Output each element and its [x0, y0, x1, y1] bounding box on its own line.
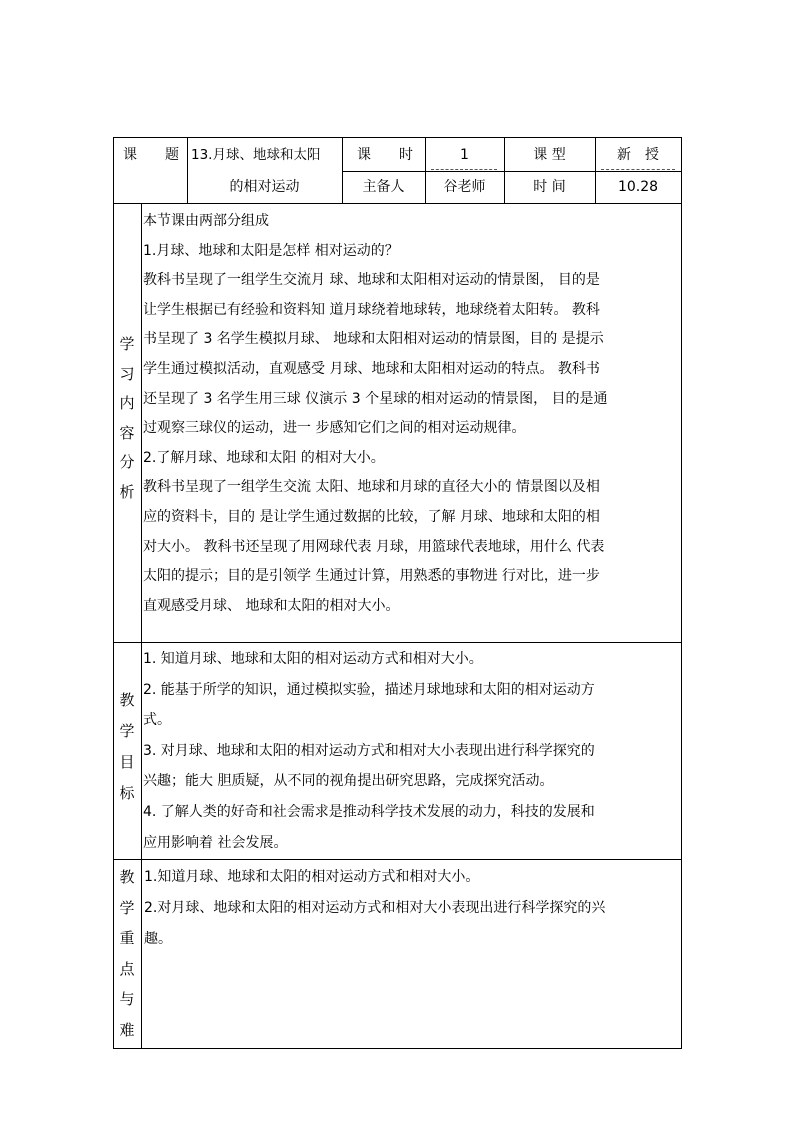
analysis-line: 教科书呈现了一组学生交流月 球、地球和太阳相对运动的情景图， 目的是 — [143, 272, 600, 289]
analysis-line: 本节课由两部分组成 — [143, 213, 269, 229]
keypoint-line: 2.对月球、地球和太阳的相对运动方式和相对大小表现出进行科学探究的兴 — [144, 900, 606, 916]
analysis-line: 教科书呈现了一组学生交流 太阳、地球和月球的直径大小的 情景图以及相 — [143, 479, 600, 496]
analysis-label — [113, 330, 141, 508]
keypoints-label-char: 学 — [119, 898, 135, 917]
analysis-line: 1.月球、地球和太阳是怎样 相对运动的？ — [143, 242, 399, 259]
type-value: 新 授 — [617, 147, 659, 163]
goal-line: 4. 了解人类的好奇和社会需求是推动科学技术发展的动力，科技的发展和 — [143, 803, 595, 820]
period-dash-rule — [431, 169, 497, 170]
subject-value-line2: 的相对运动 — [229, 179, 300, 195]
keypoint-line: 趣。 — [144, 931, 172, 947]
table-border-bottom — [113, 1048, 682, 1049]
goals-label-char: 标 — [119, 784, 135, 802]
period-value: 1 — [460, 147, 469, 163]
analysis-label-char: 容 — [119, 423, 135, 442]
analysis-line: 书呈现了 3 名学生模拟月球、 地球和太阳相对运动的情景图，目的 是提示 — [143, 331, 604, 348]
analysis-line: 过观察三球仪的运动，进一 步感知它们之间的相对运动规律。 — [143, 420, 526, 437]
preparer-value: 谷老师 — [443, 179, 486, 195]
section-divider-goals — [113, 642, 682, 643]
analysis-line: 还呈现了 3 名学生用三球 仪演示 3 个星球的相对运动的情景图， 目的是通 — [143, 390, 608, 407]
analysis-line: 应的资料卡，目的 是让学生通过数据的比较，了解 月球、地球和太阳的相 — [143, 508, 600, 525]
goal-line: 式。 — [143, 712, 171, 729]
header-row-divider — [342, 171, 682, 172]
analysis-line: 让学生根据已有经验和资料知 道月球绕着地球转，地球绕着太阳转。 教科 — [143, 301, 600, 318]
period-label: 课 时 — [357, 147, 413, 163]
goals-content — [143, 644, 673, 858]
date-label: 时 间 — [533, 179, 566, 195]
goals-label-char: 目 — [119, 753, 135, 771]
analysis-label-char: 分 — [119, 453, 135, 472]
analysis-line: 直观感受月球、 地球和太阳的相对大小。 — [143, 597, 400, 614]
keypoints-content — [144, 862, 674, 955]
preparer-label: 主备人 — [362, 179, 405, 195]
keypoints-label — [113, 862, 141, 1045]
analysis-line: 学生通过模拟活动，直观感受 月球、地球和太阳相对运动的特点。 教科书 — [143, 360, 600, 377]
keypoint-line: 1.知道月球、地球和太阳的相对运动方式和相对大小。 — [144, 869, 480, 885]
keypoints-label-char: 难 — [119, 1020, 135, 1039]
table-border-top — [113, 137, 682, 138]
keypoints-label-char: 教 — [119, 868, 135, 886]
analysis-label-char: 学 — [119, 335, 135, 353]
label-column-divider — [141, 203, 142, 1049]
goal-line: 2. 能基于所学的知识，通过模拟实验，描述月球地球和太阳的相对运动方 — [143, 681, 595, 698]
lesson-plan-table — [113, 137, 682, 1049]
date-value: 10.28 — [617, 179, 659, 195]
analysis-label-char: 析 — [119, 482, 135, 501]
keypoints-label-char: 与 — [119, 990, 135, 1008]
table-border-right — [681, 137, 682, 1049]
type-dash-rule — [601, 169, 675, 170]
keypoints-label-char: 重 — [119, 929, 135, 947]
analysis-label-char: 内 — [119, 394, 135, 413]
analysis-content — [143, 207, 673, 621]
goals-label — [113, 685, 141, 809]
analysis-line: 太阳的提示；目的是引领学 生通过计算，用熟悉的事物进 行对比，进一步 — [143, 568, 600, 585]
subject-value-line1: 13.月球、地球和太阳 — [191, 147, 321, 163]
section-divider-keypoints — [113, 859, 682, 860]
keypoints-label-char: 点 — [119, 959, 135, 978]
type-label: 课 型 — [533, 147, 566, 163]
goal-line: 兴趣；能大 胆质疑，从不同的视角提出研究思路，完成探究活动。 — [143, 773, 554, 790]
goal-line: 3. 对月球、地球和太阳的相对运动方式和相对大小表现出进行科学探究的 — [143, 742, 595, 759]
header-bottom-rule — [113, 203, 682, 204]
analysis-label-char: 习 — [119, 364, 135, 383]
goal-line: 应用影响着 社会发展。 — [143, 834, 288, 851]
analysis-line: 2.了解月球、地球和太阳 的相对大小。 — [143, 449, 385, 466]
subject-label: 课 题 — [123, 147, 179, 163]
goals-label-char: 教 — [119, 691, 135, 709]
analysis-line: 对大小。 教科书还呈现了用网球代表 月球，用篮球代表地球，用什么 代表 — [143, 538, 605, 555]
goal-line: 1. 知道月球、地球和太阳的相对运动方式和相对大小。 — [143, 651, 483, 667]
goals-label-char: 学 — [119, 722, 135, 740]
